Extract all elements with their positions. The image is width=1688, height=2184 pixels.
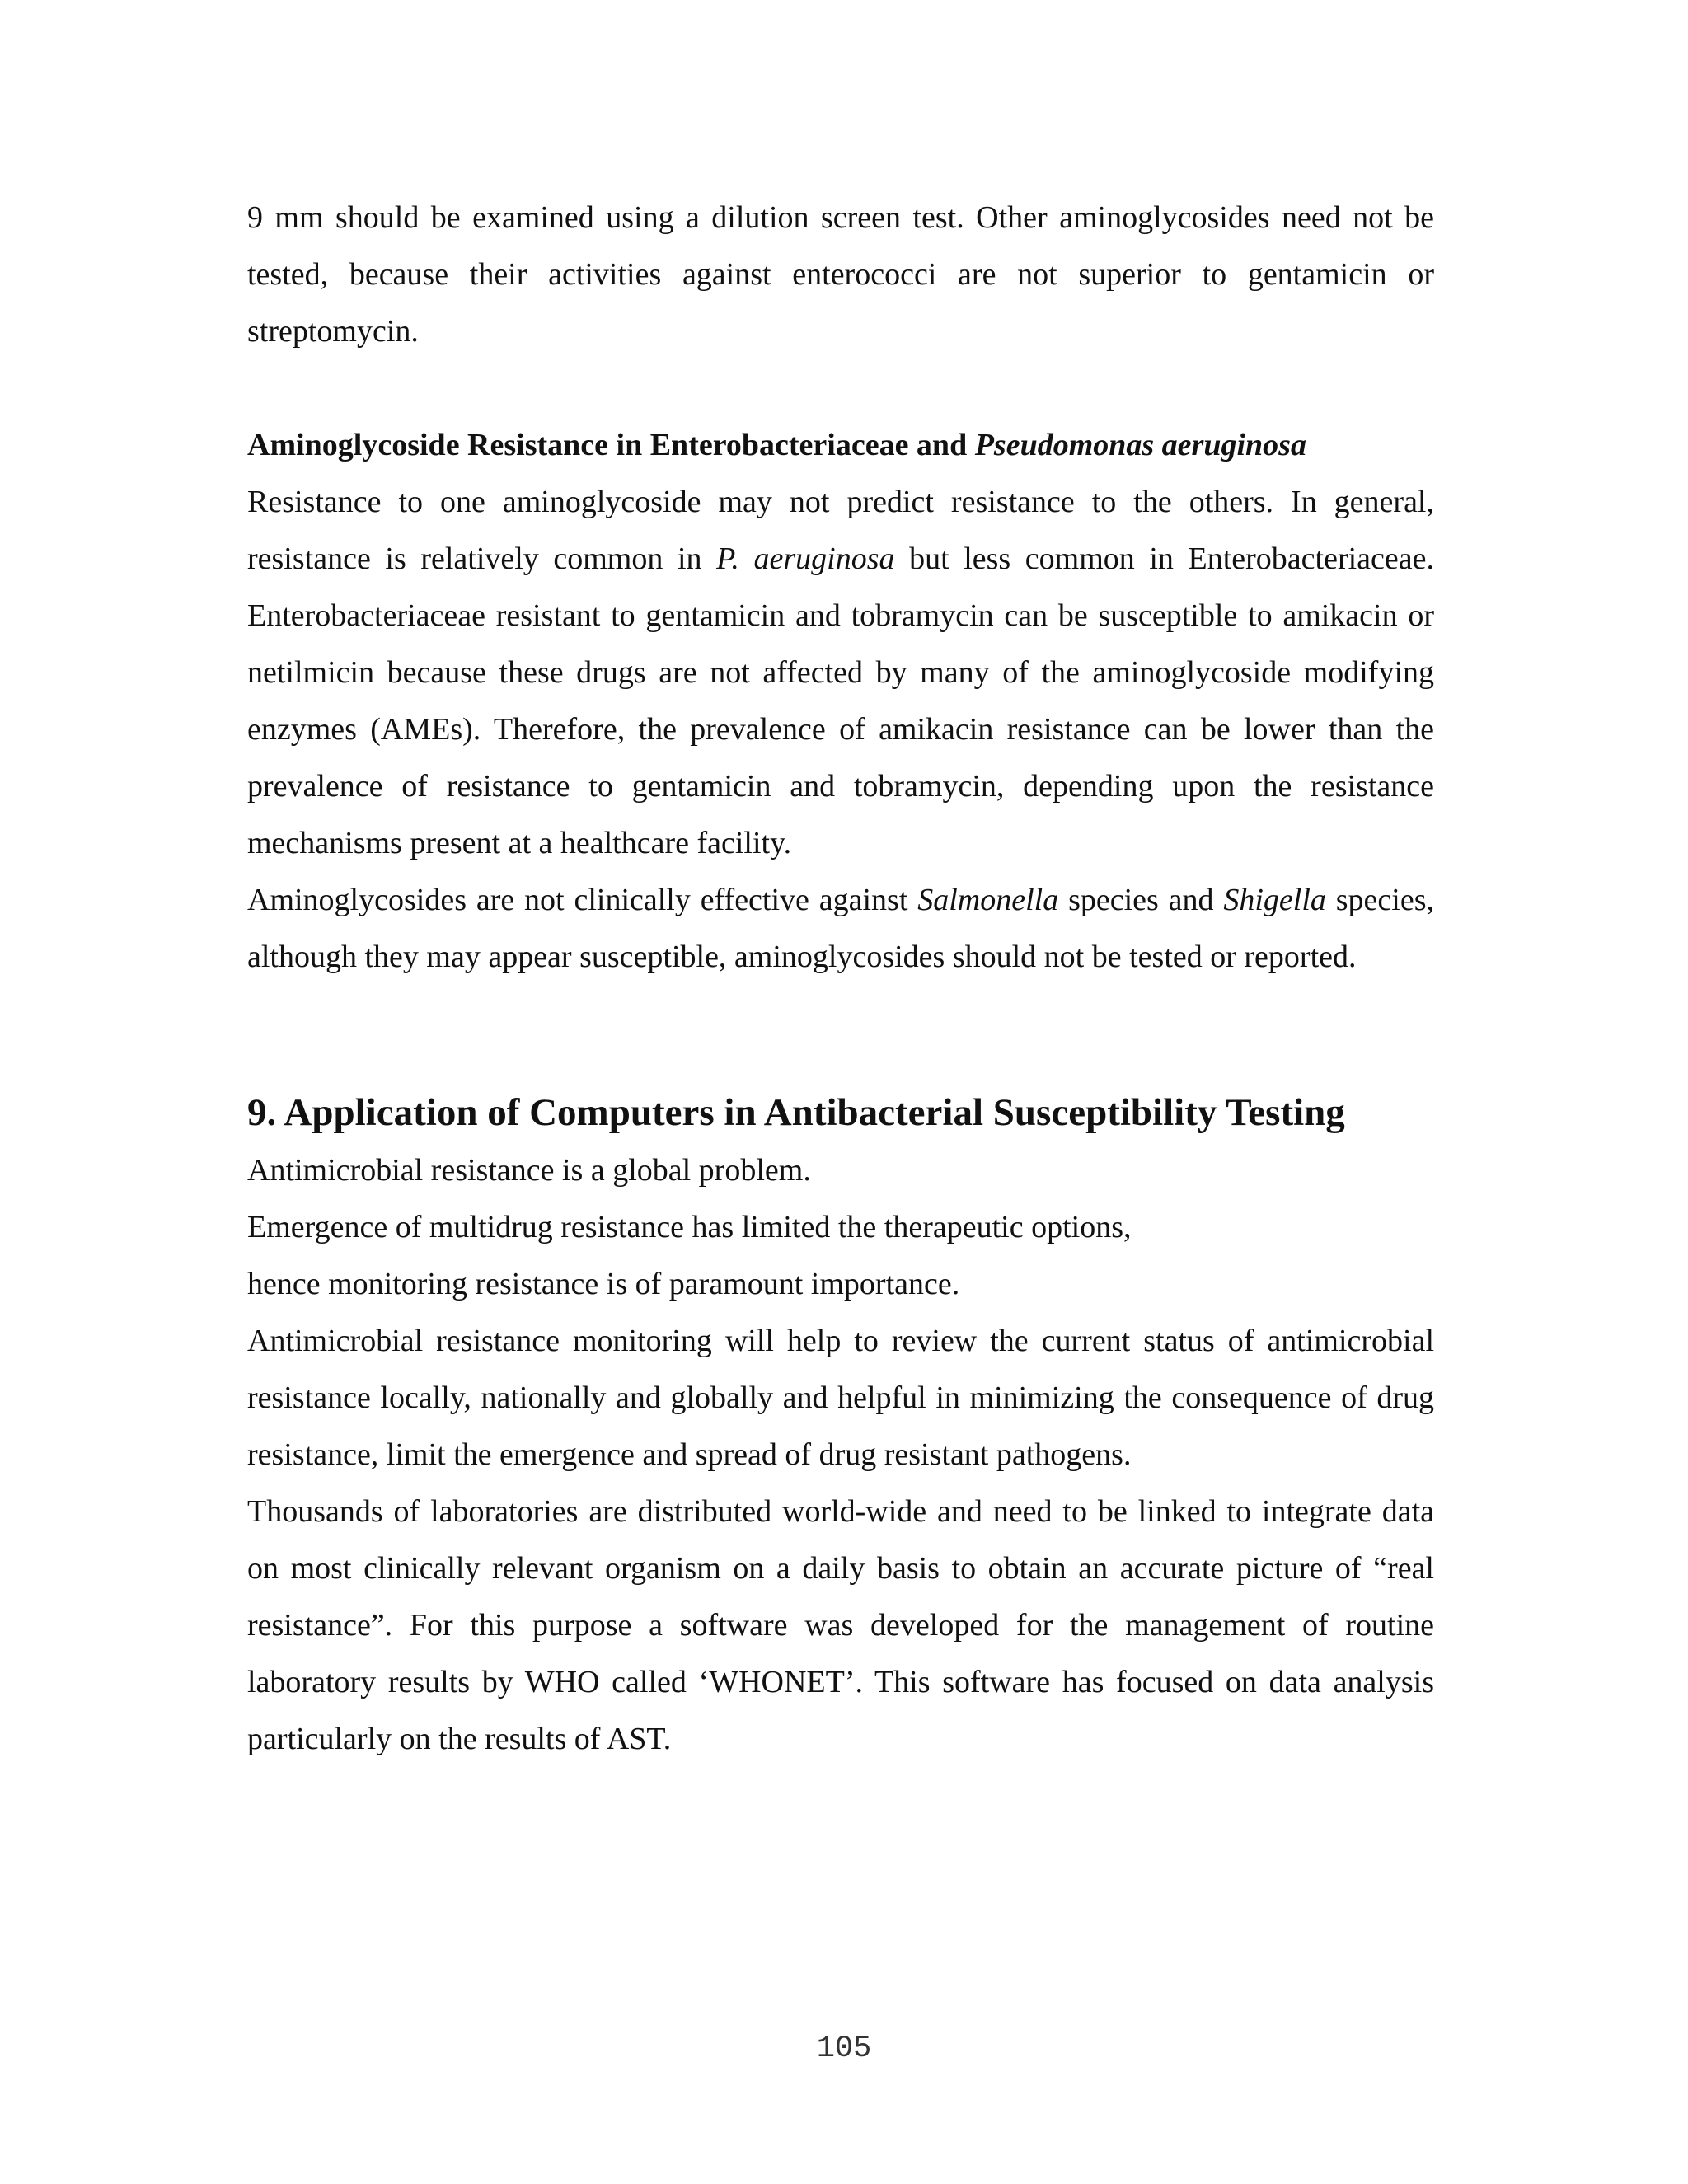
paragraph-monitoring: Antimicrobial resistance monitoring will help to review the current status of antimicrobial resistance locally, nationally and globally and helpful in minimizing the consequence of drug resistance, limit the emergence and spread of drug resistant pathogens. <box>247 1324 1434 1472</box>
text-run: but less common in Enterobacteriaceae. Enterobacteriaceae resistant to gentamicin and tobramycin can be susceptible to amikacin or netilmicin because these drugs are not affected by many of the aminoglycoside modifying enzymes (AMEs). Therefore, the prevalence of amikacin resistance can be lower than the prevalence of resistance to gentamicin and tobramycin, depending upon the resistance mechanisms present at a healthcare facility. <box>247 541 1434 860</box>
subsection-heading-organism: Pseudomonas aeruginosa <box>974 428 1306 462</box>
paragraph-whonet: Thousands of laboratories are distributed world-wide and need to be linked to integrate data on most clinically relevant organism on a daily basis to obtain an accurate picture of “real resistance”. For this purpose a software was developed for the management of routine laboratory results by WHO called ‘WHONET’. This software has focused on data analysis particularly on the results of AST. <box>247 1494 1434 1756</box>
subsection-heading <box>247 417 1434 474</box>
spacer <box>247 986 1434 1083</box>
text-run: Aminoglycosides are not clinically effective against <box>247 883 918 917</box>
paragraph-continued: 9 mm should be examined using a dilution screen test. Other aminoglycosides need not be tested, because their activities against enterococci are not superior to gentamicin or streptomycin. <box>247 200 1434 349</box>
page-content <box>247 190 1434 1768</box>
organism-name: P. aeruginosa <box>716 541 895 576</box>
organism-name: Shigella <box>1223 883 1326 917</box>
text-run: species and <box>1058 883 1224 917</box>
organism-name: Salmonella <box>917 883 1059 917</box>
line-multidrug-resistance: Emergence of multidrug resistance has limited the therapeutic options, <box>247 1210 1132 1244</box>
section-heading: 9. Application of Computers in Antibacterial Susceptibility Testing <box>247 1091 1345 1134</box>
line-global-problem: Antimicrobial resistance is a global problem. <box>247 1153 811 1188</box>
paragraph-salmonella-shigella <box>247 872 1434 986</box>
text-run: species, although they may appear susceptible, aminoglycosides should not be tested or reported. <box>247 883 1434 974</box>
paragraph-aminoglycoside-resistance <box>247 474 1434 872</box>
page-number: 105 <box>816 2032 872 2066</box>
spacer <box>247 360 1434 417</box>
text-run: Resistance to one aminoglycoside may not predict resistance to the others. In general, resistance is relatively common in <box>247 485 1434 576</box>
line-monitoring-importance: hence monitoring resistance is of paramount importance. <box>247 1267 960 1301</box>
subsection-heading-main: Aminoglycoside Resistance in Enterobacteriaceae and <box>247 428 975 462</box>
